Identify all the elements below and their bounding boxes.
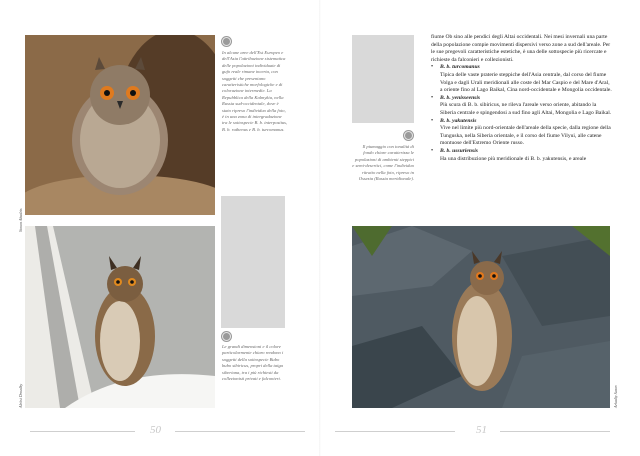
placeholder-box (221, 196, 285, 328)
subspecies-name: B. b. ussuriensis (440, 147, 478, 154)
bullet-icon: • (431, 147, 434, 154)
subspecies-entry (431, 148, 613, 163)
page-rule (500, 431, 610, 432)
subspecies-name: B. b. yakutensis (440, 117, 477, 124)
page-gutter (319, 0, 321, 456)
placeholder-box (352, 35, 414, 123)
caption-top: In alcune aree dell'Est Europeo e dell'Asia l'attribuzione sistematica delle popolazioni individuate di gufo reale rimane incerta, con soggetti che presentano caratteristiche morfologiche e di colorazione intermedie. La Repubblica della Kalmykia, nella Russia sud-occidentale, dove è stato ripreso l'individuo della foto, è in una zona di intergradazione tra le sottospecie B. b. interpositus, B. b. ruthenus e B. b. turcomanus. (222, 50, 288, 132)
subspecies-name: B. b. turcomanus (440, 64, 480, 71)
subspecies-text: Ha una distribuzione più meridionale di B. b. yakutensis, e areale (440, 155, 587, 162)
subspecies-text: Tipica delle vaste praterie steppiche dell'Asia centrale, dal corso del fiume Volga e dagli Urali meridionali alle coste del Mar Caspio e del Mare d'Aral, a oriente fino al Lago Baikal, Cina nord-occidentale e Mongolia occidentale. (440, 71, 612, 94)
caption-bottom: Le grandi dimensioni e il colore particolarmente chiaro rendono i soggetti della sottospecie Bubo bubo sibiricus, propri della taiga siberiana, tra i più richiesti da collezionisti privati e falconieri. (222, 344, 284, 382)
page-rule (335, 431, 455, 432)
bullet-icon: • (431, 117, 434, 124)
caption-marker-icon (222, 332, 231, 341)
body-text (431, 34, 613, 163)
caption-marker-icon (222, 37, 231, 46)
owl-photo-snow-birch (25, 226, 215, 408)
photo-credit: Aleksi Drozdky (18, 383, 23, 408)
caption-marker-icon (404, 131, 413, 140)
owl-photo-rocks (352, 226, 610, 408)
bullet-icon: • (431, 64, 434, 71)
subspecies-entry (431, 64, 613, 94)
photo-credit: Simon Abadzis (18, 208, 23, 232)
owl-photo-burrow (25, 35, 215, 215)
subspecies-text: Più scura di B. b. sibiricus, ne rileva l'areale verso oriente, abitando la Siberia centrale e spingendosi a sud fino agli Altai, Mongolia e Lago Baikal. (440, 102, 612, 116)
intro-paragraph: fiume Ob sino alle pendici degli Altai occidentali. Nei mesi invernali una parte della popolazione compie movimenti dispersivi verso zone a sud dell'areale. Per le sue pregevoli caratteristiche estetiche, è una delle sottospecie più ricercate e richieste da falconieri e collezionisti. (431, 34, 611, 63)
subspecies-entry (431, 95, 613, 118)
page-number-right: 51 (476, 424, 487, 436)
bullet-icon: • (431, 94, 434, 101)
subspecies-entry (431, 118, 613, 148)
page-rule (30, 431, 135, 432)
photo-credit: Arkadiy Sazov (613, 385, 618, 408)
page-rule (175, 431, 305, 432)
subspecies-text: Vive nel limite più nord-orientale dell'areale della specie, dalla regione della Tunguska, nella Siberia orientale, e il corso del fiume Vilyui, alle catene montuose dell'Estremo Oriente russo. (440, 125, 611, 147)
page-number-left: 50 (150, 424, 161, 436)
subspecies-name: B. b. yenisseensis (440, 94, 481, 101)
caption-right: Il piumaggio con tonalità di fondo chiare caratterizza le popolazioni di ambienti steppici e semi-desertici, come l'individuo ritratto nella foto, ripreso in Ossezia (Russia meridionale). (352, 144, 414, 182)
